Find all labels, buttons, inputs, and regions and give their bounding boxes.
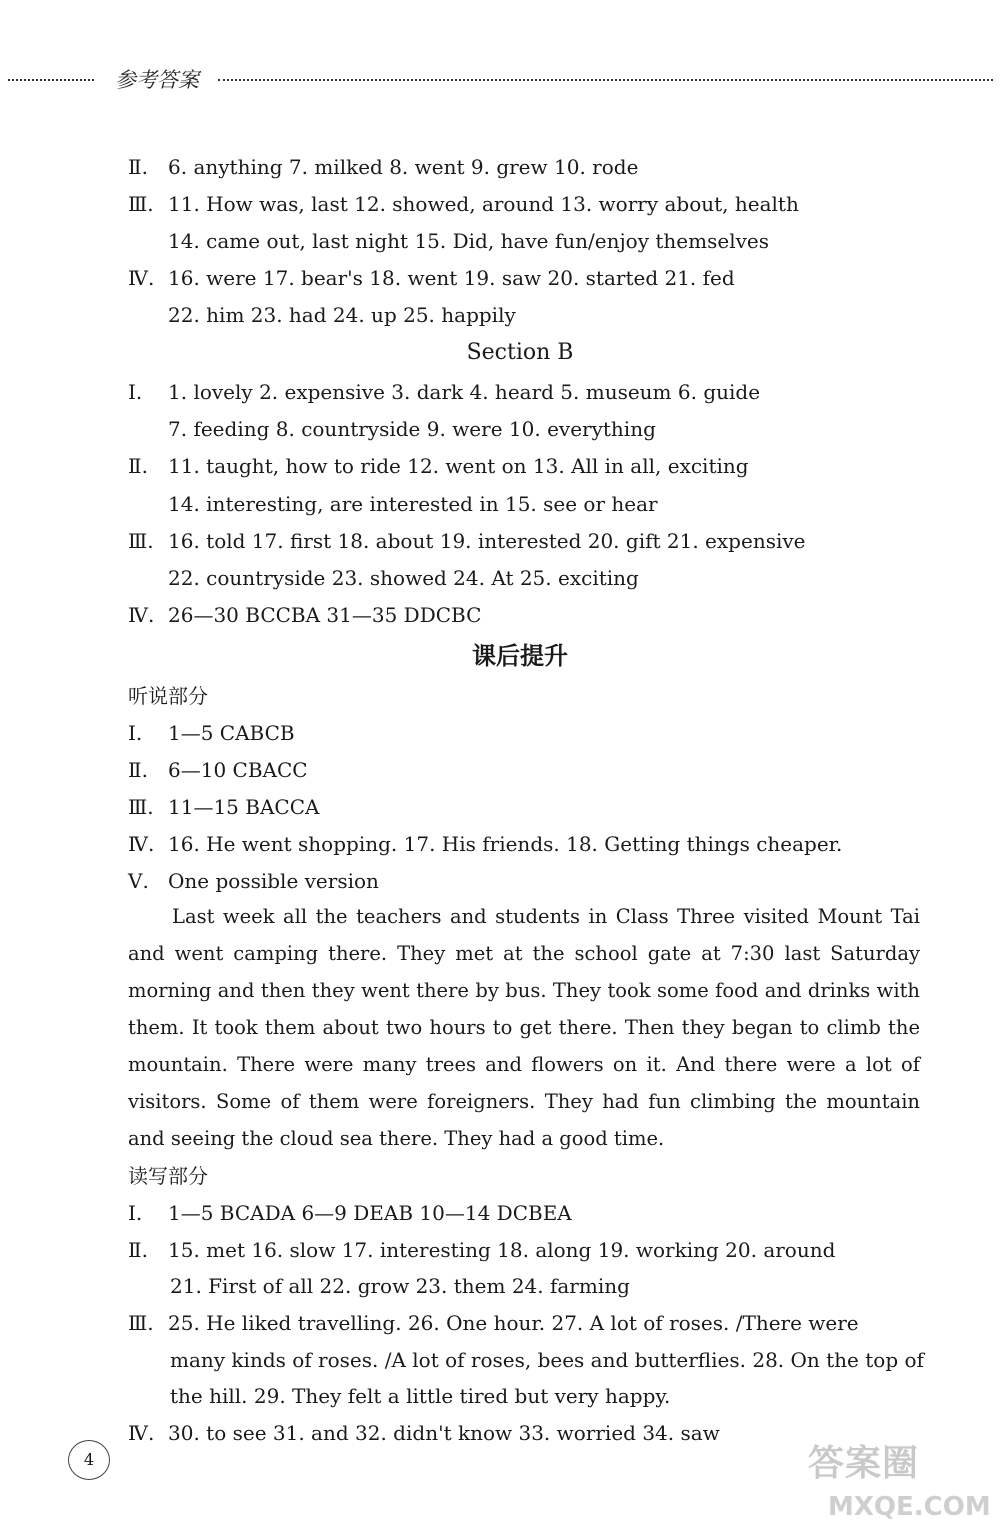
- roman-numeral: Ⅲ.: [128, 529, 154, 553]
- roman-numeral: Ⅳ.: [128, 1421, 155, 1445]
- watermark-url: MXQE.COM: [828, 1492, 991, 1522]
- header-dots-right: [218, 79, 993, 81]
- roman-numeral: Ⅳ.: [128, 832, 155, 856]
- answer-line: [128, 1237, 928, 1263]
- answer-text: One possible version: [168, 869, 379, 893]
- page-number: 4: [68, 1440, 110, 1480]
- answer-text: 1. lovely 2. expensive 3. dark 4. heard 5. museum 6. guide: [168, 380, 761, 404]
- roman-numeral: Ⅳ.: [128, 603, 155, 627]
- answer-text: 16. told 17. first 18. about 19. interested 20. gift 21. expensive: [168, 529, 806, 553]
- answer-text: 25. He liked travelling. 26. One hour. 27. A lot of roses. /There were: [168, 1311, 859, 1335]
- answer-line: [128, 868, 928, 894]
- section-b-title: Section B: [466, 340, 574, 365]
- answer-line: [170, 1347, 970, 1373]
- answer-line: [128, 416, 928, 442]
- answer-text: 15. met 16. slow 17. interesting 18. along 19. working 20. around: [168, 1238, 836, 1262]
- answer-line: [128, 154, 928, 180]
- answer-line: [128, 265, 928, 291]
- answer-line: [128, 302, 928, 328]
- answer-line: [128, 794, 928, 820]
- answer-line: [128, 720, 928, 746]
- answer-text: 7. feeding 8. countryside 9. were 10. everything: [168, 417, 656, 441]
- answer-line: [128, 228, 928, 254]
- answer-line: [128, 528, 928, 554]
- essay-paragraph: Last week all the teachers and students in Class Three visited Mount Tai and went camping there. They met at the school gate at 7:30 last Saturday morning and then they went there by bus. They took some food and drinks with them. It took them about two hours to get there. Then they began to climb the mountain. There were many trees and flowers on it. And there were a lot of visitors. Some of them were foreigners. They had fun climbing the mountain and seeing the cloud sea there. They had a good time.: [128, 905, 920, 1150]
- answer-line: [128, 1200, 928, 1226]
- answer-text: 6. anything 7. milked 8. went 9. grew 10. rode: [168, 155, 639, 179]
- roman-numeral: Ⅲ.: [128, 192, 154, 216]
- answer-line: [128, 379, 928, 405]
- roman-numeral: Ⅴ.: [128, 869, 149, 893]
- roman-numeral: Ⅱ.: [128, 454, 148, 478]
- watermark-logo: 答案圈: [808, 1443, 920, 1484]
- answer-line: [128, 602, 928, 628]
- roman-numeral: Ⅱ.: [128, 155, 148, 179]
- answer-text: 16. He went shopping. 17. His friends. 18. Getting things cheaper.: [168, 832, 843, 856]
- roman-numeral: Ⅰ.: [128, 1201, 143, 1225]
- answer-text: 1—5 CABCB: [168, 721, 295, 745]
- answer-line: [128, 491, 928, 517]
- listening-heading: 听说部分: [128, 684, 208, 708]
- answer-line: [128, 831, 928, 857]
- roman-numeral: Ⅲ.: [128, 795, 154, 819]
- answer-text: 14. came out, last night 15. Did, have fun/enjoy themselves: [168, 229, 769, 253]
- roman-numeral: Ⅰ.: [128, 721, 143, 745]
- roman-numeral: Ⅳ.: [128, 266, 155, 290]
- answer-text: the hill. 29. They felt a little tired but very happy.: [170, 1384, 671, 1408]
- answer-line: [128, 565, 928, 591]
- answer-line: [128, 191, 928, 217]
- answer-text: 30. to see 31. and 32. didn't know 33. worried 34. saw: [168, 1421, 720, 1445]
- roman-numeral: Ⅰ.: [128, 380, 143, 404]
- kehou-title: 课后提升: [472, 642, 568, 670]
- answer-text: 1—5 BCADA 6—9 DEAB 10—14 DCBEA: [168, 1201, 572, 1225]
- answer-line: [128, 453, 928, 479]
- roman-numeral: Ⅱ.: [128, 758, 148, 782]
- answer-text: many kinds of roses. /A lot of roses, bees and butterflies. 28. On the top of: [170, 1348, 924, 1372]
- answer-line: [170, 1383, 970, 1409]
- roman-numeral: Ⅲ.: [128, 1311, 154, 1335]
- answer-text: 11—15 BACCA: [168, 795, 320, 819]
- reading-heading: 读写部分: [128, 1164, 208, 1188]
- answer-line: [128, 757, 928, 783]
- answer-text: 22. countryside 23. showed 24. At 25. exciting: [168, 566, 639, 590]
- answer-text: 21. First of all 22. grow 23. them 24. farming: [170, 1274, 630, 1298]
- answer-line: [128, 1310, 928, 1336]
- answer-text: 11. How was, last 12. showed, around 13. worry about, health: [168, 192, 799, 216]
- answer-line: [170, 1273, 970, 1299]
- answer-text: 11. taught, how to ride 12. went on 13. All in all, exciting: [168, 454, 749, 478]
- answer-text: 14. interesting, are interested in 15. see or hear: [168, 492, 658, 516]
- answer-text: 22. him 23. had 24. up 25. happily: [168, 303, 516, 327]
- header-title: 参考答案: [115, 68, 199, 92]
- header-dots-left: [8, 79, 94, 81]
- answer-text: 16. were 17. bear's 18. went 19. saw 20. started 21. fed: [168, 266, 735, 290]
- answer-text: 26—30 BCCBA 31—35 DDCBC: [168, 603, 482, 627]
- answer-text: 6—10 CBACC: [168, 758, 308, 782]
- roman-numeral: Ⅱ.: [128, 1238, 148, 1262]
